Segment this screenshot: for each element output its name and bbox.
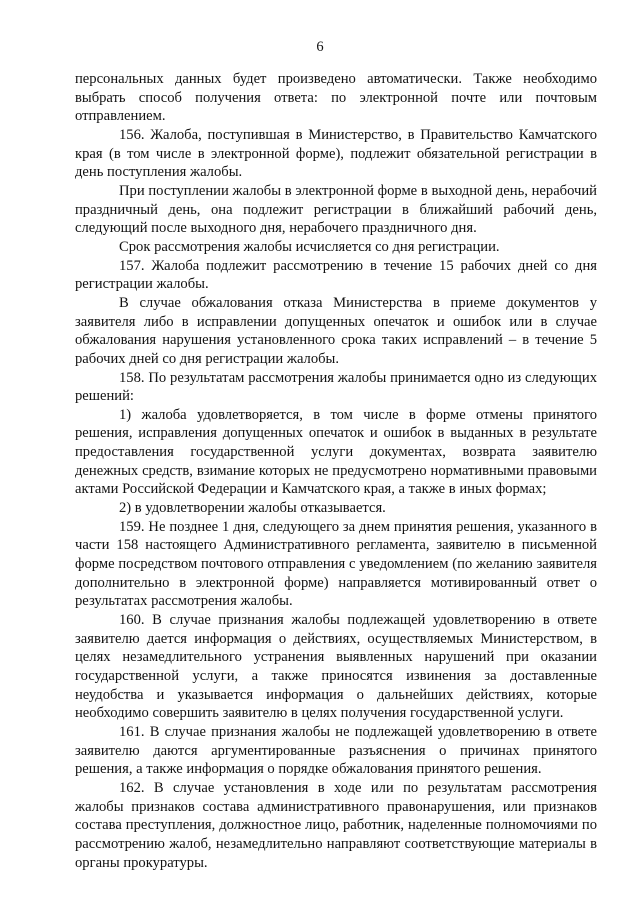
paragraph-160: 160. В случае признания жалобы подлежащей удовлетворению в ответе заявителю дается информация о действиях, осуществляемых Министерством, в целях незамедлительного устранения выявленных нарушений при оказании государственной услуги, а также приносятся извинения за доставленные неудобства и указывается информация о дальнейших действиях, которые необходимо совершить заявителю в целях получения государственной услуги. <box>75 612 597 722</box>
paragraph-161: 161. В случае признания жалобы не подлежащей удовлетворению в ответе заявителю даются аргументированные разъяснения о причинах принятого решения, а также информация о порядке обжалования принятого решения. <box>75 723 597 778</box>
paragraph-156-term: Срок рассмотрения жалобы исчисляется со дня регистрации. <box>119 238 500 255</box>
paragraph-continuation: персональных данных будет произведено автоматически. Также необходимо выбрать способ получения ответа: по электронной почте или почтовым отправлением. <box>75 71 597 125</box>
document-body <box>75 70 597 872</box>
page-number: 6 <box>316 39 324 55</box>
paragraph-157-appeal: В случае обжалования отказа Министерства в приеме документов у заявителя либо в исправлении допущенных опечаток и ошибок или в случае обжалования нарушения установленного срока таких исправлений – в течение 5 рабочих дней со дня регистрации жалобы. <box>75 294 597 367</box>
paragraph-159: 159. Не позднее 1 дня, следующего за днем принятия решения, указанного в части 158 настоящего Административного регламента, заявителю в письменной форме посредством почтового отправления с уведомлением (по желанию заявителя дополнительно в электронной форме) направляется мотивированный ответ о результатах рассмотрения жалобы. <box>75 518 597 610</box>
paragraph-158: 158. По результатам рассмотрения жалобы принимается одно из следующих решений: <box>75 369 597 405</box>
paragraph-158-item-1: 1) жалоба удовлетворяется, в том числе в форме отмены принятого решения, исправления допущенных опечаток и ошибок в выданных в результате предоставления государственной услуги документах, возврата заявителю денежных средств, взимание которых не предусмотрено нормативными правовыми актами Российской Федерации и Камчатского края, а также в иных формах; <box>75 406 597 498</box>
paragraph-158-item-2: 2) в удовлетворении жалобы отказывается. <box>119 500 386 517</box>
paragraph-157: 157. Жалоба подлежит рассмотрению в течение 15 рабочих дней со дня регистрации жалобы. <box>75 257 597 293</box>
paragraph-156-weekend: При поступлении жалобы в электронной форме в выходной день, нерабочий праздничный день, она подлежит регистрации в ближайший рабочий день, следующий после выходного дня, нерабочего праздничного дня. <box>75 182 597 237</box>
paragraph-156: 156. Жалоба, поступившая в Министерство, в Правительство Камчатского края (в том числе в электронной форме), подлежит обязательной регистрации в день поступления жалобы. <box>75 126 597 181</box>
paragraph-162: 162. В случае установления в ходе или по результатам рассмотрения жалобы признаков состава административного правонарушения, или признаков состава преступления, должностное лицо, работник, наделенные полномочиями по рассмотрению жалоб, незамедлительно направляют соответствующие материалы в органы прокуратуры. <box>75 779 597 871</box>
